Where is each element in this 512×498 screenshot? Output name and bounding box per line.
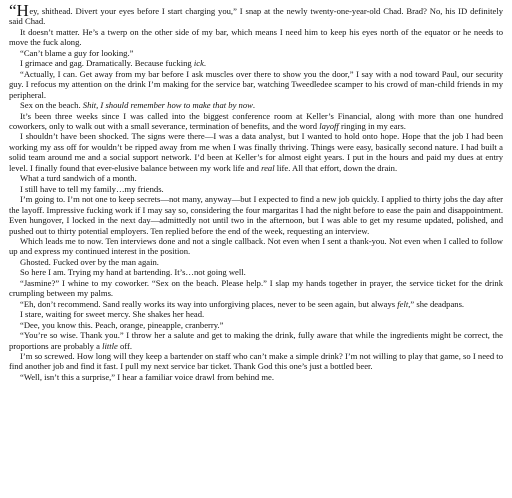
paragraph-19 [9, 330, 503, 351]
paragraph-9 [9, 173, 503, 183]
paragraph-text: “Jasmine?” I whine to my coworker. “Sex on the beach. Please help.” I slap my hands together in prayer, the service ticket for the drink crumpling between my palms. [9, 277, 503, 299]
paragraph-2 [9, 27, 503, 48]
paragraph-text: off. [117, 340, 133, 351]
paragraph-text: ,” she deadpans. [408, 298, 465, 309]
paragraph-text: I’m so screwed. How long will they keep a bartender on staff who can’t make a simple drink? I’m not willing to play that game, so I need to find another job and find it fast. I pull my next service bar ticket. Thank God this one’s just a bottled beer. [9, 350, 503, 372]
paragraph-20 [9, 351, 503, 372]
paragraph-8 [9, 131, 503, 173]
paragraph-text: It’s been three weeks since I was called into the biggest conference room at Keller’s Financial, along with more than one hundred coworkers, only to walk out with a small severance, termination of benefits, and the word [9, 110, 503, 131]
paragraph-text: I stare, waiting for sweet mercy. She shakes her head. [20, 309, 205, 320]
paragraph-text: What a turd sandwich of a month. [20, 173, 137, 184]
paragraph-11 [9, 194, 503, 236]
paragraph-text: Which leads me to now. Ten interviews done and not a single callback. Not even when I sent a thank-you. Not even when I called to follow up and express my continued interest in the position. [9, 235, 503, 257]
paragraph-3 [9, 48, 503, 58]
paragraph-text: “Well, isn’t this a surprise,” I hear a familiar voice drawl from behind me. [20, 371, 275, 382]
paragraph-1 [9, 1, 503, 27]
paragraph-text: I’m going to. I’m not one to keep secrets—not many, anyway—but I expected to find a new job quickly. I applied to thirty jobs the day after the layoff. Impressive fucking work if I may say so, considering the four margaritas I had the night before to ease the pain and disappointment. Even hungover, I locked in the next day—admittedly not until two in the afternoon, but I was able to get my resume updated, polished, and pushed out to thirty potential employers. Ten replied before the end of the week, requesting an interview. [9, 194, 503, 236]
paragraph-text: “You’re so wise. Thank you.” I throw her a salute and get to making the drink, fully aware that while the ingredients might be correct, the proportions are probably a [9, 330, 503, 351]
paragraph-6 [9, 100, 503, 110]
paragraph-5 [9, 69, 503, 100]
paragraph-15 [9, 278, 503, 299]
paragraph-text: Sex on the beach. [20, 100, 83, 111]
paragraph-text: I grimace and gag. Dramatically. Because fucking [20, 58, 194, 69]
paragraph-text: Ghosted. Fucked over by the man again. [20, 256, 159, 267]
paragraph-text: . [203, 58, 207, 69]
paragraph-4 [9, 58, 503, 68]
italic-text: layoff [319, 120, 339, 131]
paragraph-13 [9, 257, 503, 267]
italic-text: Shit, I should remember how to make that by now [82, 100, 253, 111]
paragraph-21 [9, 372, 503, 382]
paragraph-text: “Can’t blame a guy for looking.” [20, 47, 134, 58]
italic-text: ick [193, 58, 204, 69]
paragraph-text: ringing in my ears. [338, 120, 406, 131]
paragraph-text: I still have to tell my family…my friends. [20, 183, 164, 194]
paragraph-text: I shouldn’t have been shocked. The signs were there—I was a data analyst, but I wanted to hold onto hope. Hope that the job I had been working my ass off for wouldn’t be ripped away from me when I was finally thriving. Things were easy, basically second nature. I had built a solid team around me and a social support network. I’d been at Keller’s for almost eight years. I put in the hours and paid my dues at entry level. I finally found that ever-elusive balance between my work life and [9, 131, 503, 173]
paragraph-text: “Actually, I can. Get away from my bar before I ask muscles over there to show you the door,” I say with a nod toward Paul, our security guy. I refocus my attention on the drink I’m making for the service bar, watching Tweedledee scamper to his crowd of man-child friends in my peripheral. [9, 68, 503, 100]
paragraph-10 [9, 184, 503, 194]
paragraph-7 [9, 111, 503, 132]
paragraph-text: So here I am. Trying my hand at bartending. It’s…not going well. [20, 267, 246, 278]
italic-text: felt [397, 298, 409, 309]
paragraph-text: “Eh, don’t recommend. Sand really works its way into unforgiving places, never to be seen again, but always [20, 298, 398, 309]
paragraph-text: ey, shithead. Divert your eyes before I start charging you,” I snap at the newly twenty-one-year-old Chad. Brad? No, his ID definitely said Chad. [9, 6, 503, 27]
italic-text: real [261, 162, 275, 173]
paragraph-17 [9, 309, 503, 319]
italic-text: little [102, 340, 118, 351]
paragraph-text: “Dee, you know this. Peach, orange, pineapple, cranberry.” [20, 319, 224, 330]
paragraph-16 [9, 299, 503, 309]
drop-cap-quote: “H [9, 1, 29, 20]
paragraph-text: . [252, 100, 256, 111]
paragraph-text: life. All that effort, down the drain. [274, 162, 398, 173]
paragraph-18 [9, 320, 503, 330]
paragraph-12 [9, 236, 503, 257]
paragraph-text: It doesn’t matter. He’s a twerp on the other side of my bar, which means I need him to keep his eyes north of the equator or he needs to move the fuck along. [9, 26, 503, 48]
paragraph-14 [9, 267, 503, 277]
